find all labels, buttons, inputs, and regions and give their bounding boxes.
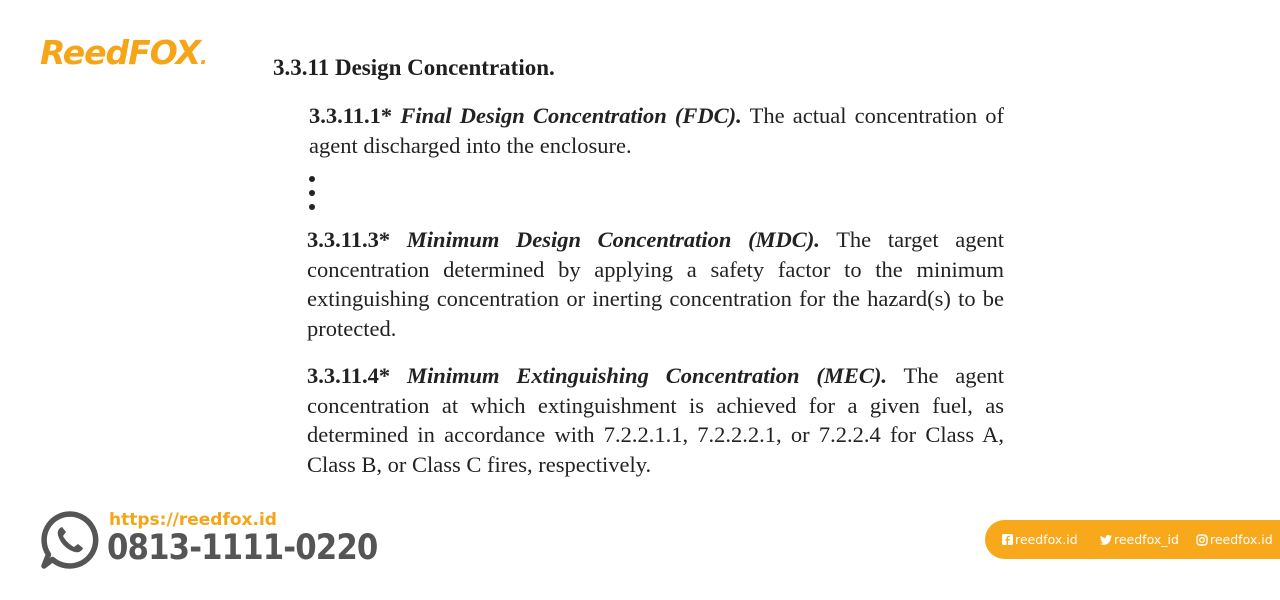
instagram-link[interactable] [1196, 532, 1273, 547]
instagram-icon [1196, 534, 1208, 546]
logo-text: ReedFOX [40, 33, 201, 72]
whatsapp-icon [40, 510, 100, 570]
facebook-link[interactable] [1002, 532, 1078, 547]
instagram-handle: reedfox.id [1210, 532, 1273, 547]
vertical-ellipsis-icon [309, 176, 317, 210]
phone-number: 0813-1111-0220 [107, 528, 378, 568]
facebook-icon [1002, 534, 1013, 545]
twitter-icon [1100, 535, 1112, 545]
social-bar [985, 520, 1280, 559]
website-link[interactable]: https://reedfox.id [109, 510, 277, 530]
facebook-handle: reedfox.id [1015, 532, 1078, 547]
item-definition: The actual concentration of agent discharged into the enclosure. [309, 103, 1005, 158]
twitter-link[interactable] [1100, 532, 1179, 547]
item-number: 3.3.11.1* [309, 103, 393, 128]
definition-fdc [309, 101, 1004, 160]
item-definition: The target agent concentration determined by applying a safety factor to the minimum extinguishing concentration or inerting concentration for the hazard(s) to be protected. [307, 227, 1004, 341]
definition-mec [307, 361, 1004, 479]
section-title: 3.3.11 Design Concentration. [273, 55, 555, 80]
item-term: Minimum Extinguishing Concentration (MEC). [406, 363, 888, 388]
definition-mdc [307, 225, 1004, 343]
logo-dot: . [200, 45, 207, 69]
item-number: 3.3.11.4* [307, 363, 391, 388]
item-definition: The agent concentration at which extinguishment is achieved for a given fuel, as determined in accordance with 7.2.2.1.1, 7.2.2.2.1, or 7.2.2.4 for Class A, Class B, or Class C fires, respectively. [307, 363, 1004, 477]
item-term: Final Design Concentration (FDC). [400, 103, 742, 128]
item-number: 3.3.11.3* [307, 227, 391, 252]
brand-logo [40, 33, 207, 72]
twitter-handle: reedfox_id [1114, 532, 1179, 547]
item-term: Minimum Design Concentration (MDC). [406, 227, 820, 252]
